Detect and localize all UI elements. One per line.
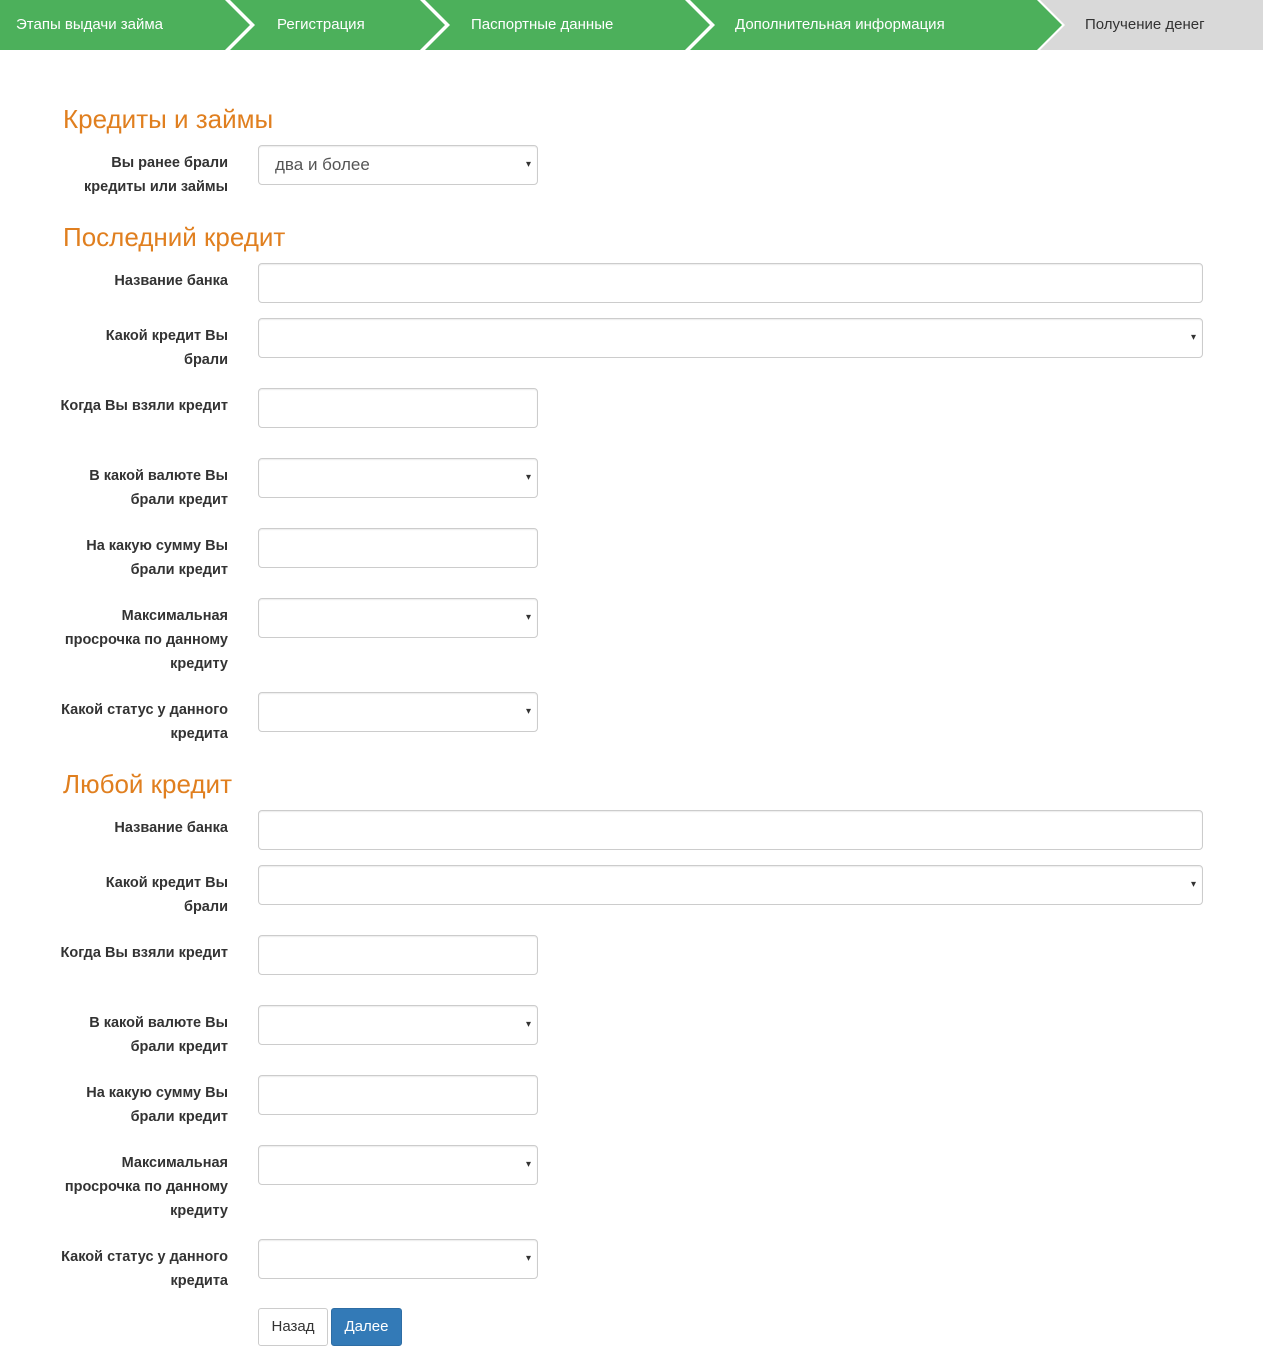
- chevron-down-icon: ▾: [1190, 879, 1196, 890]
- next-button[interactable]: Далее: [331, 1308, 402, 1346]
- any-credit-date-label: Когда Вы взяли кредит: [60, 945, 228, 961]
- back-button[interactable]: Назад: [258, 1308, 328, 1346]
- any-credit-currency-select[interactable]: [258, 1005, 538, 1045]
- step-loan-stages: [0, 0, 255, 50]
- last-credit-status-select[interactable]: [258, 692, 538, 732]
- last-bank-name-label: Название банка: [114, 273, 228, 289]
- section-title-any-credit: Любой кредит: [63, 769, 232, 799]
- last-credit-date-input[interactable]: [258, 388, 538, 428]
- last-credit-date-label: Когда Вы взяли кредит: [60, 398, 228, 414]
- prior-credits-value: два и более: [275, 155, 370, 174]
- chevron-down-icon: ▾: [525, 706, 531, 717]
- chevron-down-icon: ▾: [525, 1253, 531, 1264]
- chevron-down-icon: ▾: [525, 1019, 531, 1030]
- last-bank-name-input[interactable]: [258, 263, 1203, 303]
- any-credit-amount-input[interactable]: [258, 1075, 538, 1115]
- last-credit-overdue-label: Максимальная просрочка по данному кредиту: [64, 608, 228, 672]
- last-credit-currency-label: В какой валюте Вы брали кредит: [89, 468, 228, 508]
- any-credit-type-select[interactable]: [258, 865, 1203, 905]
- last-credit-type-label: Какой кредит Вы брали: [105, 328, 228, 368]
- step-label: Регистрация: [277, 16, 365, 33]
- chevron-down-icon: ▾: [525, 612, 531, 623]
- any-credit-date-input[interactable]: [258, 935, 538, 975]
- any-credit-status-label: Какой статус у данного кредита: [61, 1249, 228, 1289]
- any-credit-status-select[interactable]: [258, 1239, 538, 1279]
- chevron-down-icon: ▾: [1190, 332, 1196, 343]
- last-credit-type-select[interactable]: [258, 318, 1203, 358]
- step-label: Получение денег: [1085, 16, 1205, 33]
- last-credit-status-label: Какой статус у данного кредита: [61, 702, 228, 742]
- any-credit-currency-label: В какой валюте Вы брали кредит: [89, 1015, 228, 1055]
- any-credit-type-label: Какой кредит Вы брали: [105, 875, 228, 915]
- steps-progress-bar: [0, 0, 1263, 50]
- section-title-last-credit: Последний кредит: [63, 222, 286, 252]
- any-bank-name-label: Название банка: [114, 820, 228, 836]
- any-credit-overdue-select[interactable]: [258, 1145, 538, 1185]
- prior-credits-label: Вы ранее брали кредиты или займы: [84, 155, 228, 195]
- chevron-down-icon: ▾: [525, 472, 531, 483]
- prior-credits-select[interactable]: [258, 145, 538, 185]
- chevron-down-icon: ▾: [525, 159, 531, 170]
- last-credit-overdue-select[interactable]: [258, 598, 538, 638]
- step-label: Этапы выдачи займа: [16, 16, 164, 33]
- any-bank-name-input[interactable]: [258, 810, 1203, 850]
- step-getting-money: [1040, 0, 1263, 50]
- step-label: Паспортные данные: [471, 16, 614, 33]
- last-credit-amount-label: На какую сумму Вы брали кредит: [86, 538, 228, 578]
- any-credit-amount-label: На какую сумму Вы брали кредит: [86, 1085, 228, 1125]
- last-credit-currency-select[interactable]: [258, 458, 538, 498]
- section-title-credits: Кредиты и займы: [63, 104, 274, 134]
- last-credit-amount-input[interactable]: [258, 528, 538, 568]
- any-credit-overdue-label: Максимальная просрочка по данному кредиту: [64, 1155, 228, 1219]
- chevron-down-icon: ▾: [525, 1159, 531, 1170]
- step-label: Дополнительная информация: [735, 16, 945, 33]
